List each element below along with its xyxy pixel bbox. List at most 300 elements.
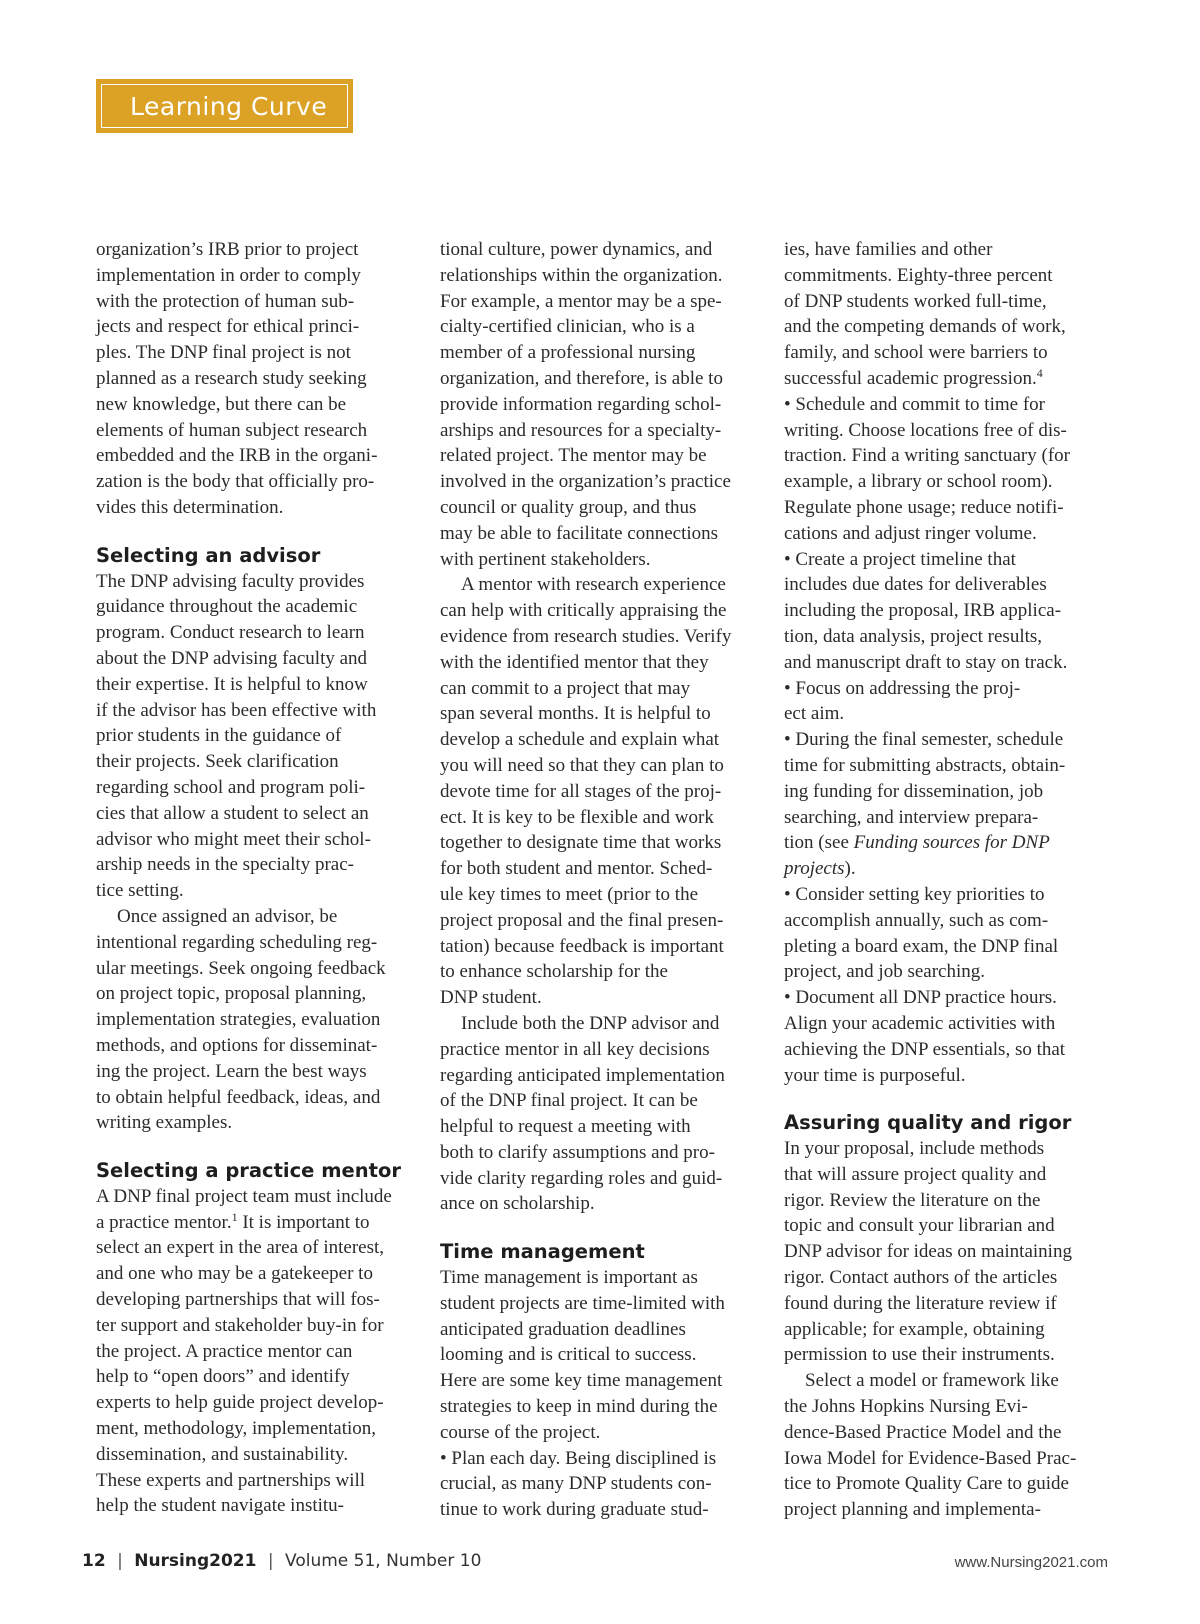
text-line	[440, 1342, 765, 1368]
text-fragment: ter support and stakeholder buy-in for	[96, 1314, 384, 1336]
text-fragment: developing partnerships that will fos-	[96, 1289, 380, 1311]
text-fragment: vides this determination.	[96, 496, 284, 518]
text-line	[96, 1339, 421, 1365]
text-line	[784, 1446, 1104, 1472]
text-line	[440, 1291, 765, 1317]
text-line	[96, 775, 421, 801]
text-line	[96, 237, 421, 263]
text-line	[440, 1420, 765, 1446]
text-line	[96, 392, 421, 418]
paragraph-gap	[440, 1217, 765, 1239]
text-line	[440, 934, 765, 960]
text-fragment: writing. Choose locations free of dis-	[784, 419, 1067, 441]
text-fragment: to obtain helpful feedback, ideas, and	[96, 1086, 381, 1108]
text-line	[440, 366, 765, 392]
text-line	[440, 289, 765, 315]
text-fragment: ing the project. Learn the best ways	[96, 1060, 367, 1082]
text-fragment: accomplish annually, such as com-	[784, 909, 1049, 931]
text-fragment: crucial, as many DNP students con-	[440, 1473, 712, 1495]
text-fragment: Once assigned an advisor, be	[117, 905, 338, 927]
text-fragment: methods, and options for disseminat-	[96, 1034, 378, 1056]
text-line	[440, 727, 765, 753]
text-fragment: may be able to facilitate connections	[440, 522, 719, 544]
section-heading: Assuring quality and rigor	[784, 1111, 1072, 1135]
text-fragment: and one who may be a gatekeeper to	[96, 1263, 373, 1285]
text-line	[784, 830, 1104, 856]
text-line	[784, 959, 1104, 985]
text-fragment: writing examples.	[96, 1112, 233, 1134]
text-fragment: the project. A practice mentor can	[96, 1340, 353, 1362]
text-fragment: to enhance scholarship for the	[440, 961, 668, 983]
text-fragment: In your proposal, include methods	[784, 1138, 1045, 1160]
text-fragment: project proposal and the final presen-	[440, 909, 724, 931]
section-heading: Selecting an advisor	[96, 543, 321, 567]
text-line	[440, 882, 765, 908]
text-fragment: help to “open doors” and identify	[96, 1366, 350, 1388]
page-number: 12	[82, 1551, 106, 1571]
text-fragment: ect aim.	[784, 703, 845, 725]
text-fragment: council or quality group, and thus	[440, 496, 697, 518]
text-line	[96, 827, 421, 853]
text-fragment: includes due dates for deliverables	[784, 574, 1047, 596]
text-line	[440, 1368, 765, 1394]
text-line	[784, 650, 1104, 676]
text-fragment: successful academic progression.	[784, 367, 1037, 389]
text-line	[96, 1390, 421, 1416]
text-fragment: project, and job searching.	[784, 961, 986, 983]
text-line	[96, 289, 421, 315]
text-fragment: ples. The DNP final project is not	[96, 342, 351, 364]
text-fragment: prior students in the guidance of	[96, 725, 342, 747]
text-line	[96, 801, 421, 827]
text-line	[96, 672, 421, 698]
text-fragment: on project topic, proposal planning,	[96, 983, 367, 1005]
text-fragment: • Plan each day. Being disciplined is	[440, 1447, 717, 1469]
text-fragment: ule key times to meet (prior to the	[440, 883, 699, 905]
text-fragment: The DNP advising faculty provides	[96, 570, 365, 592]
text-fragment: evidence from research studies. Verify	[440, 625, 732, 647]
text-line	[784, 934, 1104, 960]
text-fragment: rigor. Review the literature on the	[784, 1189, 1041, 1211]
reference-superscript: 1	[231, 1209, 238, 1224]
text-fragment: organization, and therefore, is able to	[440, 367, 723, 389]
paragraph-gap	[96, 1136, 421, 1158]
text-fragment: organization’s IRB prior to project	[96, 239, 359, 260]
text-fragment: found during the literature review if	[784, 1292, 1057, 1314]
text-line	[96, 904, 421, 930]
text-fragment: the Johns Hopkins Nursing Evi-	[784, 1396, 1028, 1418]
text-fragment: family, and school were barriers to	[784, 342, 1048, 364]
text-line	[440, 1471, 765, 1497]
text-line	[96, 1364, 421, 1390]
text-fragment: ment, methodology, implementation,	[96, 1418, 377, 1440]
text-line	[96, 1184, 421, 1210]
text-line	[440, 701, 765, 727]
text-fragment: that will assure project quality and	[784, 1163, 1047, 1185]
text-line	[784, 366, 1104, 392]
text-fragment: These experts and partnerships will	[96, 1469, 366, 1491]
text-line	[96, 620, 421, 646]
text-line	[440, 1166, 765, 1192]
text-fragment: vide clarity regarding roles and guid-	[440, 1167, 723, 1189]
text-fragment: arship needs in the specialty prac-	[96, 854, 354, 876]
text-line	[440, 1394, 765, 1420]
text-line	[784, 1471, 1104, 1497]
text-fragment: Here are some key time management	[440, 1370, 723, 1392]
text-fragment: implementation strategies, evaluation	[96, 1009, 381, 1031]
text-fragment: zation is the body that officially pro-	[96, 471, 375, 493]
text-line	[784, 521, 1104, 547]
section-tag	[96, 79, 353, 133]
text-line	[96, 594, 421, 620]
text-line	[96, 1110, 421, 1136]
text-fragment: ular meetings. Seek ongoing feedback	[96, 957, 386, 979]
text-line	[96, 698, 421, 724]
text-line	[784, 1037, 1104, 1063]
text-line	[784, 1213, 1104, 1239]
text-fragment: example, a library or school room).	[784, 471, 1053, 493]
text-line	[96, 1442, 421, 1468]
text-line	[784, 779, 1104, 805]
text-line	[96, 443, 421, 469]
text-line	[784, 418, 1104, 444]
text-line	[440, 1011, 765, 1037]
text-fragment: course of the project.	[440, 1421, 601, 1443]
text-line	[784, 237, 1104, 263]
text-fragment: tation) because feedback is important	[440, 935, 724, 957]
text-line	[440, 418, 765, 444]
text-fragment: related project. The mentor may be	[440, 445, 707, 467]
text-line	[784, 1291, 1104, 1317]
footer-separator: |	[267, 1551, 274, 1571]
text-fragment: with the identified mentor that they	[440, 651, 709, 673]
text-fragment: involved in the organization’s practice	[440, 471, 731, 493]
text-fragment: with the protection of human sub-	[96, 290, 355, 312]
text-fragment: time for submitting abstracts, obtain-	[784, 754, 1066, 776]
text-fragment: tional culture, power dynamics, and	[440, 239, 713, 260]
text-fragment: cations and adjust ringer volume.	[784, 522, 1037, 544]
text-line	[784, 469, 1104, 495]
text-line	[440, 598, 765, 624]
text-fragment: implementation in order to comply	[96, 264, 361, 286]
text-line	[784, 340, 1104, 366]
text-line	[96, 495, 421, 521]
text-line	[440, 1191, 765, 1217]
text-fragment: program. Conduct research to learn	[96, 622, 365, 644]
text-fragment: a practice mentor.	[96, 1211, 232, 1233]
text-line	[440, 1317, 765, 1343]
italic-text: Funding sources for DNP	[853, 832, 1050, 854]
text-fragment: Regulate phone usage; reduce notifi-	[784, 496, 1064, 518]
text-fragment: arships and resources for a specialty-	[440, 419, 722, 441]
text-fragment: and the competing demands of work,	[784, 316, 1066, 338]
text-line	[96, 418, 421, 444]
text-line	[784, 572, 1104, 598]
text-line	[440, 1446, 765, 1472]
text-line	[784, 1136, 1104, 1162]
text-fragment: • Schedule and commit to time for	[784, 393, 1045, 415]
text-fragment: span several months. It is helpful to	[440, 703, 711, 725]
text-line	[440, 1063, 765, 1089]
text-fragment: intentional regarding scheduling reg-	[96, 931, 378, 953]
text-fragment: practice mentor in all key decisions	[440, 1038, 710, 1060]
text-line	[784, 1394, 1104, 1420]
text-fragment: your time is purposeful.	[784, 1064, 966, 1086]
text-fragment: including the proposal, IRB applica-	[784, 600, 1062, 622]
text-line	[440, 1265, 765, 1291]
text-fragment: you will need so that they can plan to	[440, 754, 724, 776]
text-fragment: tice setting.	[96, 880, 184, 902]
paragraph-gap	[96, 521, 421, 543]
text-line	[440, 779, 765, 805]
text-fragment: • During the final semester, schedule	[784, 729, 1064, 751]
text-line	[784, 443, 1104, 469]
text-fragment: Time management is important as	[440, 1267, 698, 1289]
text-fragment: dence-Based Practice Model and the	[784, 1421, 1062, 1443]
text-line	[784, 547, 1104, 573]
text-fragment: It is important to	[237, 1211, 370, 1233]
text-fragment: ance on scholarship.	[440, 1193, 595, 1215]
section-heading: Selecting a practice mentor	[96, 1159, 401, 1183]
text-fragment: embedded and the IRB in the organi-	[96, 445, 378, 467]
text-fragment: anticipated graduation deadlines	[440, 1318, 686, 1340]
text-fragment: achieving the DNP essentials, so that	[784, 1038, 1066, 1060]
text-fragment: student projects are time-limited with	[440, 1292, 725, 1314]
text-line	[784, 1011, 1104, 1037]
text-fragment: ies, have families and other	[784, 239, 993, 260]
text-line	[784, 1497, 1104, 1523]
text-line	[784, 1162, 1104, 1188]
text-fragment: • Document all DNP practice hours.	[784, 987, 1057, 1009]
text-fragment: their projects. Seek clarification	[96, 751, 339, 773]
text-line	[96, 878, 421, 904]
text-line	[440, 521, 765, 547]
text-fragment: dissemination, and sustainability.	[96, 1443, 349, 1465]
text-line	[784, 263, 1104, 289]
text-fragment: DNP student.	[440, 987, 542, 1009]
text-line	[440, 830, 765, 856]
text-fragment: topic and consult your librarian and	[784, 1215, 1055, 1237]
journal-url: www.Nursing2021.com	[954, 1554, 1108, 1571]
text-fragment: both to clarify assumptions and pro-	[440, 1141, 715, 1163]
text-column-1	[96, 237, 421, 1519]
reference-superscript: 4	[1036, 365, 1043, 380]
text-fragment: elements of human subject research	[96, 419, 368, 441]
text-fragment: tion, data analysis, project results,	[784, 625, 1043, 647]
text-fragment: strategies to keep in mind during the	[440, 1396, 718, 1418]
text-line	[784, 1188, 1104, 1214]
text-fragment: pleting a board exam, the DNP final	[784, 935, 1059, 957]
italic-text: projects	[784, 858, 845, 880]
text-fragment: • Create a project timeline that	[784, 548, 1016, 570]
text-fragment: relationships within the organization.	[440, 264, 723, 286]
text-fragment: A DNP final project team must include	[96, 1185, 392, 1207]
text-line	[96, 366, 421, 392]
text-line	[96, 1416, 421, 1442]
text-line	[440, 650, 765, 676]
footer-separator: |	[117, 1551, 123, 1571]
text-fragment: Align your academic activities with	[784, 1012, 1056, 1034]
text-fragment: jects and respect for ethical princi-	[96, 316, 360, 338]
text-fragment: new knowledge, but there can be	[96, 393, 347, 415]
text-fragment: experts to help guide project develop-	[96, 1392, 384, 1414]
text-fragment: project planning and implementa-	[784, 1499, 1041, 1521]
text-line	[96, 1085, 421, 1111]
text-line	[440, 805, 765, 831]
text-line	[784, 1317, 1104, 1343]
section-tag-label: Learning Curve	[101, 84, 348, 128]
text-fragment: of the DNP final project. It can be	[440, 1090, 698, 1112]
text-line	[784, 856, 1104, 882]
text-fragment: and manuscript draft to stay on track.	[784, 651, 1068, 673]
text-line	[96, 1468, 421, 1494]
text-line	[440, 1497, 765, 1523]
text-line	[784, 676, 1104, 702]
text-fragment: Iowa Model for Evidence-Based Prac-	[784, 1447, 1077, 1469]
text-fragment: member of a professional nursing	[440, 342, 696, 364]
text-line	[440, 263, 765, 289]
text-fragment: provide information regarding schol-	[440, 393, 722, 415]
text-fragment: tion (see	[784, 832, 854, 854]
text-line	[784, 985, 1104, 1011]
text-fragment: can commit to a project that may	[440, 677, 691, 699]
text-line	[440, 572, 765, 598]
text-line	[96, 1033, 421, 1059]
text-fragment: devote time for all stages of the proj-	[440, 780, 722, 802]
text-fragment: looming and is critical to success.	[440, 1344, 697, 1366]
text-line	[784, 624, 1104, 650]
text-fragment: tinue to work during graduate stud-	[440, 1499, 709, 1521]
text-line	[440, 753, 765, 779]
text-fragment: help the student navigate institu-	[96, 1495, 345, 1517]
section-heading: Time management	[440, 1240, 645, 1264]
text-fragment: ).	[844, 858, 856, 880]
text-line	[784, 598, 1104, 624]
text-line	[96, 749, 421, 775]
text-line	[784, 805, 1104, 831]
text-fragment: Select a model or framework like	[805, 1370, 1059, 1392]
text-line	[784, 1420, 1104, 1446]
text-line	[784, 1265, 1104, 1291]
text-line	[784, 289, 1104, 315]
text-line	[96, 1210, 421, 1236]
text-fragment: about the DNP advising faculty and	[96, 647, 368, 669]
text-line	[96, 314, 421, 340]
text-line	[96, 930, 421, 956]
text-line	[784, 753, 1104, 779]
text-fragment: for both student and mentor. Sched-	[440, 858, 713, 880]
text-fragment: ect. It is key to be flexible and work	[440, 806, 714, 828]
text-fragment: develop a schedule and explain what	[440, 729, 720, 751]
text-line	[440, 1037, 765, 1063]
text-fragment: regarding anticipated implementation	[440, 1064, 725, 1086]
text-line	[440, 340, 765, 366]
text-line	[784, 908, 1104, 934]
text-line	[96, 646, 421, 672]
text-line	[96, 981, 421, 1007]
text-line	[784, 882, 1104, 908]
text-line	[440, 1140, 765, 1166]
text-fragment: For example, a mentor may be a spe-	[440, 290, 722, 312]
text-line	[784, 1239, 1104, 1265]
text-fragment: traction. Find a writing sanctuary (for	[784, 445, 1070, 467]
text-line	[96, 263, 421, 289]
text-line	[96, 340, 421, 366]
text-line	[440, 1114, 765, 1140]
text-line	[440, 985, 765, 1011]
text-line	[440, 443, 765, 469]
text-fragment: rigor. Contact authors of the articles	[784, 1267, 1058, 1289]
text-line	[784, 1342, 1104, 1368]
text-fragment: their expertise. It is helpful to know	[96, 673, 368, 695]
issue-info: Volume 51, Number 10	[285, 1551, 482, 1571]
text-fragment: A mentor with research experience	[461, 574, 726, 596]
text-line	[96, 852, 421, 878]
text-column-3	[784, 237, 1104, 1523]
text-line	[440, 624, 765, 650]
text-line	[96, 1059, 421, 1085]
text-line	[784, 314, 1104, 340]
text-line	[96, 956, 421, 982]
text-line	[96, 723, 421, 749]
page-footer	[82, 1551, 481, 1571]
text-fragment: regarding school and program poli-	[96, 776, 366, 798]
text-fragment: Include both the DNP advisor and	[461, 1012, 720, 1034]
text-fragment: guidance throughout the academic	[96, 596, 358, 618]
text-fragment: together to designate time that works	[440, 832, 722, 854]
text-line	[96, 1287, 421, 1313]
text-fragment: can help with critically appraising the	[440, 600, 727, 622]
text-line	[440, 547, 765, 573]
text-fragment: if the advisor has been effective with	[96, 699, 377, 721]
text-fragment: helpful to request a meeting with	[440, 1116, 691, 1138]
text-line	[784, 727, 1104, 753]
text-line	[96, 1261, 421, 1287]
text-fragment: planned as a research study seeking	[96, 367, 367, 389]
text-line	[440, 495, 765, 521]
text-line	[440, 314, 765, 340]
text-line	[440, 856, 765, 882]
text-line	[96, 1493, 421, 1519]
text-line	[784, 1368, 1104, 1394]
text-fragment: applicable; for example, obtaining	[784, 1318, 1045, 1340]
text-line	[440, 469, 765, 495]
text-line	[96, 569, 421, 595]
text-fragment: of DNP students worked full-time,	[784, 290, 1047, 312]
text-line	[784, 1063, 1104, 1089]
text-fragment: • Focus on addressing the proj-	[784, 677, 1021, 699]
text-fragment: cialty-certified clinician, who is a	[440, 316, 695, 338]
journal-name: Nursing2021	[134, 1551, 257, 1571]
paragraph-gap	[784, 1088, 1104, 1110]
text-fragment: • Consider setting key priorities to	[784, 883, 1045, 905]
text-fragment: tice to Promote Quality Care to guide	[784, 1473, 1069, 1495]
text-line	[440, 237, 765, 263]
text-fragment: with pertinent stakeholders.	[440, 548, 651, 570]
text-line	[96, 1313, 421, 1339]
text-fragment: permission to use their instruments.	[784, 1344, 1055, 1366]
text-fragment: select an expert in the area of interest,	[96, 1237, 385, 1259]
text-fragment: DNP advisor for ideas on maintaining	[784, 1241, 1072, 1263]
text-line	[784, 495, 1104, 521]
text-line	[96, 469, 421, 495]
text-line	[440, 676, 765, 702]
text-fragment: ing funding for dissemination, job	[784, 780, 1044, 802]
text-column-2	[440, 237, 765, 1523]
text-fragment: searching, and interview prepara-	[784, 806, 1039, 828]
text-fragment: cies that allow a student to select an	[96, 802, 369, 824]
text-line	[96, 1007, 421, 1033]
